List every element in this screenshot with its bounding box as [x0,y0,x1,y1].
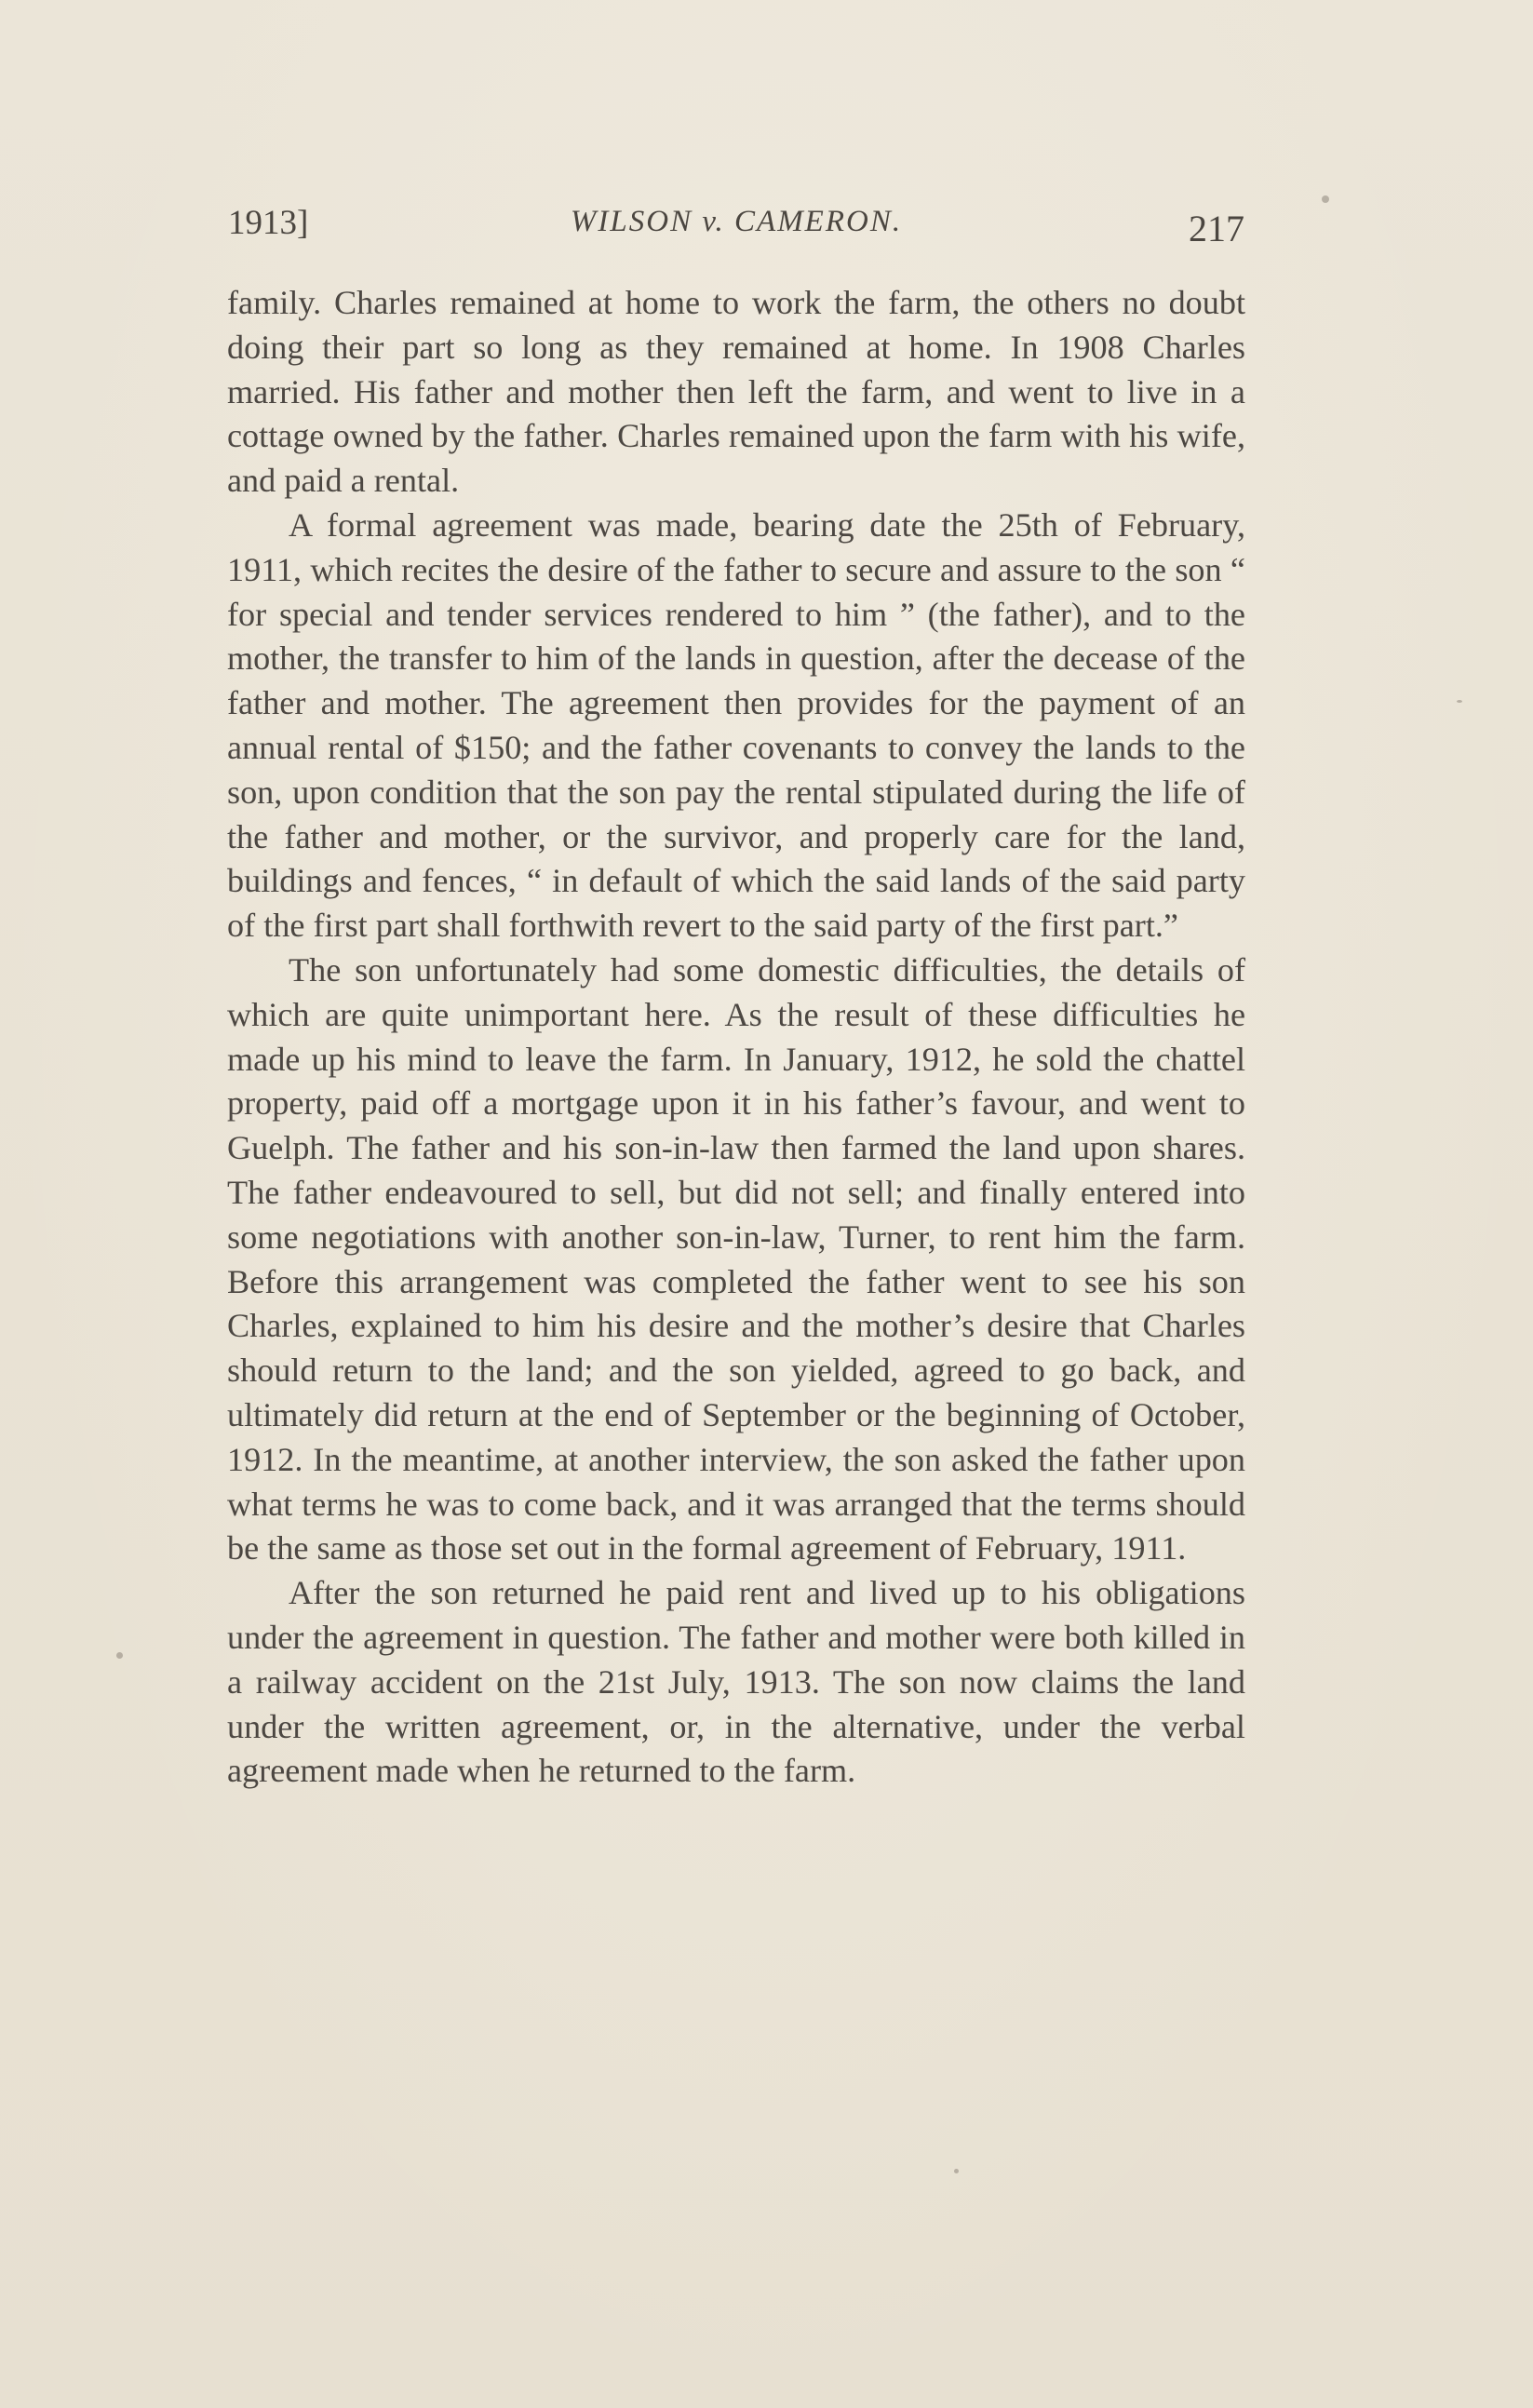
paragraph-3: The son unfortunately had some domestic difficulties, the details of which are quite unimportant here. As the result of these difficulties he made up his mind to leave the farm. In January, 1912, he sold the chattel property, paid off a mortgage upon it in his father’s favour, and went to Guelph. The father and his son-in-law then farmed the land upon shares. The father endeavoured to sell, but did not sell; and finally entered into some negotiations with another son-in-law, Turner, to rent him the farm. Before this arrangement was completed the father went to see his son Charles, explained to him his desire and the mother’s desire that Charles should return to the land; and the son yielded, agreed to go back, and ultimately did return at the end of September or the beginning of October, 1912. In the meantime, at another interview, the son asked the father upon what terms he was to come back, and it was arranged that the terms should be the same as those set out in the formal agreement of February, 1911. [227,950,1245,1567]
running-head [228,203,1244,249]
paragraph-2: A formal agreement was made, bearing date the 25th of February, 1911, which recites the desire of the father to secure and assure to the son “ for special and tender services rendered to him ” (the father), and to the mother, the transfer to him of the lands in question, after the decease of the father and mother. The agreement then provides for the payment of an annual rental of $150; and the father covenants to convey the lands to the son, upon condition that the son pay the rental stipulated during the life of the father and mother, or the survivor, and properly care for the land, buildings and fences, “ in default of which the said lands of the said party of the first part shall forthwith revert to the said party of the first part.” [227,505,1245,945]
paragraph-1: family. Charles remained at home to work the farm, the others no doubt doing their part so long as they remained at home. In 1908 Charles married. His father and mother then left the farm, and went to live in a cottage owned by the father. Charles remained upon the farm with his wife, and paid a rental. [227,284,1245,500]
paper-speck [116,1652,123,1659]
paper-speck [954,2169,959,2173]
header-year: 1913] [228,204,309,242]
paper-speck [1457,700,1462,703]
body-text [227,281,1245,1794]
page-number: 217 [1189,208,1244,249]
paper-speck [1322,195,1329,203]
paragraph-4: After the son returned he paid rent and lived up to his obligations under the agreement in question. The father and mother were both killed in a railway accident on the 21st July, 1913. The son now claims the land under the written agreement, or, in the alternative, under the verbal agreement made when he returned to the farm. [227,1574,1245,1790]
header-case-title: WILSON v. CAMERON. [570,205,903,238]
